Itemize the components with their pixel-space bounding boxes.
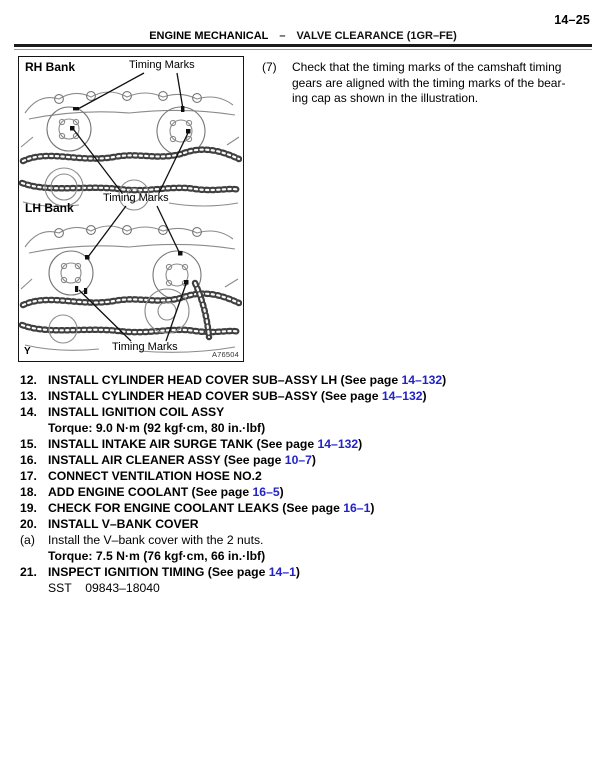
figure-corner-letter: Y — [24, 346, 31, 357]
step-num: 15. — [20, 437, 37, 451]
timing-marks-label-bottom: Timing Marks — [112, 341, 178, 353]
procedure-subline-torque — [20, 420, 596, 436]
procedure-step-row — [20, 388, 596, 404]
header-section: ENGINE MECHANICAL — [149, 30, 269, 42]
page-link[interactable]: 14–132 — [381, 389, 423, 403]
step-title: INSTALL CYLINDER HEAD COVER SUB–ASSY (See page 14–132) — [48, 389, 427, 403]
page-header — [0, 30, 606, 42]
procedure-step-row — [20, 500, 596, 516]
step-num — [20, 580, 48, 596]
procedure-step-row — [20, 436, 596, 452]
substep-letter: (a) — [20, 533, 35, 547]
procedure-subline-torque — [20, 548, 596, 564]
procedure-subline-sst — [20, 580, 596, 596]
header-separator: – — [279, 30, 286, 42]
step-text-line: ing cap as shown in the illustration. — [292, 91, 479, 105]
step-title: INSTALL INTAKE AIR SURGE TANK (See page 14–132) — [48, 437, 363, 451]
timing-marks-figure — [18, 56, 244, 362]
step-title: INSPECT IGNITION TIMING (See page 14–1) — [48, 565, 300, 579]
step-num: 20. — [20, 517, 37, 531]
procedure-list — [20, 372, 596, 596]
step-text-line: Check that the timing marks of the camshaft timing — [292, 60, 562, 74]
sst-spec: SST 09843–18040 — [48, 581, 160, 595]
figure-code: A76504 — [211, 350, 239, 359]
timing-marks-label-top: Timing Marks — [129, 59, 195, 71]
rh-bank-label: RH Bank — [25, 60, 76, 74]
procedure-step-row — [20, 516, 596, 532]
page-number: 14–25 — [554, 13, 590, 27]
step-num: 18. — [20, 485, 37, 499]
step-7-paragraph — [262, 60, 565, 107]
step-num: 21. — [20, 565, 37, 579]
torque-spec: Torque: 9.0 N·m (92 kgf·cm, 80 in.·lbf) — [48, 421, 266, 435]
procedure-step-row — [20, 404, 596, 420]
page-link[interactable]: 10–7 — [284, 453, 312, 467]
procedure-substep-row — [20, 532, 596, 548]
step-num: 12. — [20, 373, 37, 387]
procedure-step-row — [20, 468, 596, 484]
page-link[interactable]: 16–1 — [343, 501, 371, 515]
header-rule — [14, 44, 592, 50]
header-subsection: VALVE CLEARANCE (1GR–FE) — [296, 30, 457, 42]
procedure-step-row — [20, 452, 596, 468]
step-num: 16. — [20, 453, 37, 467]
step-number: (7) — [262, 60, 277, 74]
procedure-step-row — [20, 484, 596, 500]
step-title: INSTALL CYLINDER HEAD COVER SUB–ASSY LH (See page 14–132) — [48, 373, 447, 387]
step-num — [20, 420, 48, 436]
step-num: 17. — [20, 469, 37, 483]
lh-bank-label: LH Bank — [25, 201, 74, 215]
page-link[interactable]: 16–5 — [252, 485, 280, 499]
substep-text: Install the V–bank cover with the 2 nuts. — [48, 533, 264, 547]
step-title: INSTALL IGNITION COIL ASSY — [48, 405, 225, 419]
step-title: CONNECT VENTILATION HOSE NO.2 — [48, 469, 262, 483]
timing-marks-label-mid: Timing Marks — [103, 192, 169, 204]
step-title: INSTALL V–BANK COVER — [48, 517, 199, 531]
procedure-step-row — [20, 372, 596, 388]
step-title: INSTALL AIR CLEANER ASSY (See page 10–7) — [48, 453, 316, 467]
step-num: 19. — [20, 501, 37, 515]
torque-spec: Torque: 7.5 N·m (76 kgf·cm, 66 in.·lbf) — [48, 549, 266, 563]
step-num — [20, 548, 48, 564]
procedure-step-row — [20, 564, 596, 580]
page-link[interactable]: 14–132 — [317, 437, 359, 451]
step-title: CHECK FOR ENGINE COOLANT LEAKS (See page 16–1) — [48, 501, 375, 515]
step-num: 13. — [20, 389, 37, 403]
step-text-line: gears are aligned with the timing marks of the bear- — [292, 75, 566, 90]
page-link[interactable]: 14–1 — [268, 565, 296, 579]
page-link[interactable]: 14–132 — [401, 373, 443, 387]
step-title: ADD ENGINE COOLANT (See page 16–5) — [48, 485, 284, 499]
step-num: 14. — [20, 405, 37, 419]
